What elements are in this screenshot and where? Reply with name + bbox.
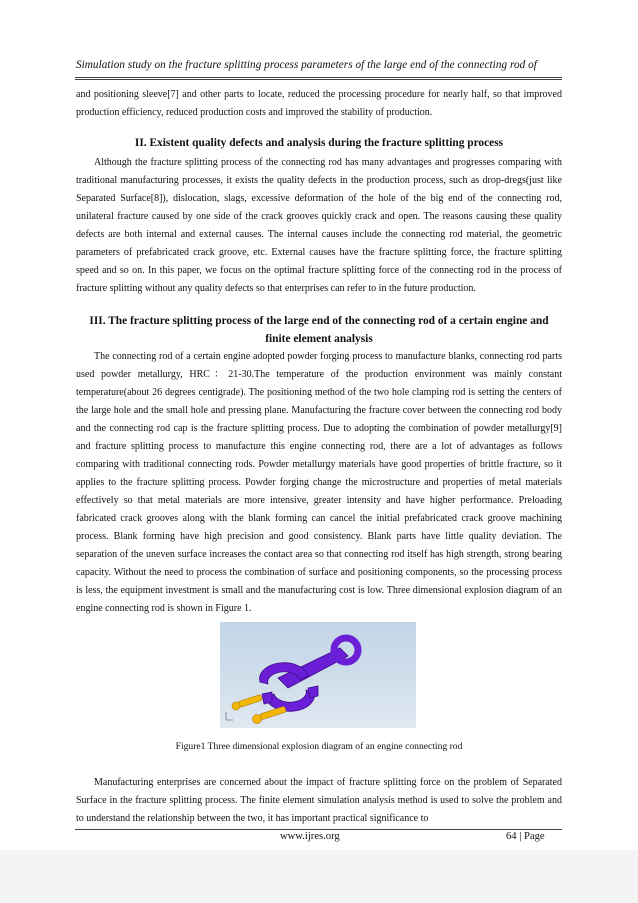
section-2-heading: II. Existent quality defects and analysis during the fracture splitting process <box>134 137 504 149</box>
figure-1 <box>76 622 562 728</box>
viewer-bottom-band <box>0 850 638 903</box>
footer-rule <box>75 829 562 830</box>
page-number: 64 | Page <box>506 831 545 842</box>
section-3-heading: III. The fracture splitting process of the large end of the connecting rod of a certain engine and finite element analysis <box>89 315 549 345</box>
figure-1-caption: Figure1 Three dimensional explosion diagram of an engine connecting rod <box>175 741 463 752</box>
running-header: Simulation study on the fracture splitting process parameters of the large end of the connecting rod of <box>76 59 537 71</box>
page-content <box>76 86 562 828</box>
header-rule-double <box>75 79 562 80</box>
paragraph-after-figure: Manufacturing enterprises are concerned about the impact of fracture splitting force on the problem of Separated Surface in the fracture splitting process. The finite element simulation analysis method is used to solve the problem and to understand the relationship between the two, it has important practical significance to <box>76 777 562 824</box>
paragraph-intro: and positioning sleeve[7] and other parts to locate, reduced the processing procedure for nearly half, so that improved production efficiency, reduced production costs and improved the stability of production. <box>76 89 562 118</box>
header-rule <box>75 77 562 78</box>
footer-url: www.ijres.org <box>280 831 340 842</box>
connecting-rod-explosion-image <box>220 622 416 728</box>
paragraph-section-2: Although the fracture splitting process of the connecting rod has many advantages and progresses comparing with traditional manufacturing processes, it exists the quality defects in the production process, such as drop-dregs(just like Separated Surface[8]), dislocation, slags, excessive deformation of the hole of the big end of the connecting rod, unilateral fracture caused by one side of the crack grooves quickly crack and open. The reasons causing these quality defects are both internal and external causes. The internal causes include the connecting rod material, the geometric parameters of prefabricated crack groove, etc. External causes have the fracture splitting force, the fracture splitting speed and so on. In this paper, we focus on the optimal fracture splitting force of the connecting rod in the process of fracture splitting without any quality defects so that enterprises can refer to in the future production. <box>76 157 562 294</box>
paragraph-section-3: The connecting rod of a certain engine adopted powder forging process to manufacture blanks, connecting rod parts used powder metallurgy, HRC：21-30.The temperature of the production environment was mainly constant temperature(about 26 degrees centigrade). The positioning method of the two hole clamping rod is setting the centers of the large hole and the small hole and pressing plane. Manufacturing the fracture cover between the connecting rod body and the connecting rod cap is the fracture splitting process. Due to adopting the combination of powder metallurgy[9] and fracture splitting process to manufacture this engine connecting rod, there are a lot of advantages as follows comparing with traditional connecting rods. Powder metallurgy materials have good properties of brittle fracture, so it applies to the fracture splitting process. Powder forging change the microstructure and properties of metal materials effectively so that metal materials are more intensive, greater intensity and have higher performance. Preloading fabricated crack grooves along with the blank forming can cancel the initial prefabricated crack groove machining process. Blank forming have high precision and good consistency. Blank parts have little quality deviation. The separation of the uneven surface increases the contact area so that connecting rod itself has high strength, strong bearing capacity. Without the need to process the combination of surface and positioning components, so the processing process is less, the equipment investment is small and the manufacturing cost is low. Three dimensional explosion diagram of an engine connecting rod is shown in Figure 1. <box>76 351 562 614</box>
